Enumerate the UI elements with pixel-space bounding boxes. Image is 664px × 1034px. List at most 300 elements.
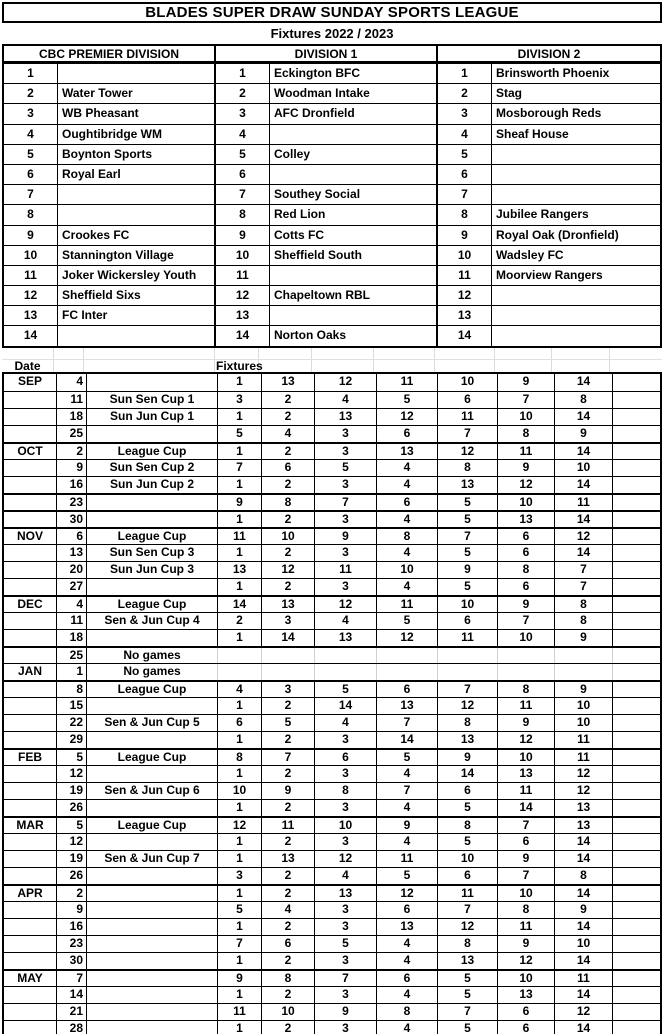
- cup-label-cell: [86, 512, 217, 527]
- fixture-number-cell: 1: [217, 545, 261, 561]
- day-cell: 8: [56, 682, 86, 697]
- fixture-number-cell: 3: [314, 444, 376, 459]
- team-position-number: 7: [216, 185, 270, 204]
- fixture-number-cell: 10: [314, 818, 376, 833]
- team-row: [216, 245, 436, 265]
- fixture-row: [4, 476, 660, 493]
- team-row: [216, 225, 436, 245]
- fixture-row: [4, 442, 660, 459]
- cup-label-cell: [86, 936, 217, 952]
- fixture-number-cell: 9: [497, 374, 554, 391]
- team-row: [4, 184, 214, 204]
- team-name: Woodman Intake: [274, 86, 370, 101]
- fixture-number-cell: 11: [497, 783, 554, 799]
- team-position-number: 2: [438, 84, 492, 103]
- fixture-number-cell: 7: [437, 1004, 497, 1020]
- fixture-number-cell: 2: [261, 886, 314, 901]
- team-position-number: 4: [4, 125, 58, 144]
- fixture-number-cell: 5: [437, 545, 497, 561]
- fixture-row: [4, 731, 660, 748]
- day-cell: 29: [56, 732, 86, 748]
- trailing-empty-cell: [612, 1021, 660, 1034]
- fixture-number-cell: 7: [437, 682, 497, 697]
- month-cell: [4, 987, 56, 1003]
- team-name: Norton Oaks: [274, 328, 347, 343]
- fixture-number-cell: 5: [437, 1021, 497, 1034]
- team-row: [438, 103, 660, 123]
- team-name: [492, 286, 660, 305]
- fixture-number-cell: 10: [497, 886, 554, 901]
- gridline-cell: [84, 348, 215, 359]
- fixture-number-cell: [554, 664, 612, 680]
- month-cell: [4, 800, 56, 816]
- team-position-number: 1: [216, 64, 270, 83]
- fixture-row: [4, 646, 660, 663]
- fixture-number-cell: [314, 664, 376, 680]
- fixture-number-cell: 5: [261, 715, 314, 731]
- team-row: [438, 265, 660, 285]
- fixture-row: [4, 748, 660, 765]
- cup-label-cell: Sun Jun Cup 3: [86, 562, 217, 578]
- day-cell: 18: [56, 630, 86, 646]
- team-position-number: 9: [438, 226, 492, 245]
- gridline-cell: [610, 360, 662, 372]
- cup-label-cell: [86, 987, 217, 1003]
- fixture-number-cell: 12: [376, 886, 437, 901]
- trailing-empty-cell: [612, 495, 660, 510]
- team-position-number: 6: [438, 165, 492, 184]
- fixture-number-cell: 2: [261, 987, 314, 1003]
- fixture-number-cell: 7: [217, 936, 261, 952]
- gridline-cell: [495, 348, 552, 359]
- trailing-empty-cell: [612, 426, 660, 442]
- division-table: [438, 46, 660, 346]
- fixture-number-cell: [437, 648, 497, 663]
- schedule-fixtures-header: Fixtures: [216, 358, 263, 373]
- fixture-number-cell: [261, 664, 314, 680]
- fixture-number-cell: 5: [314, 682, 376, 697]
- fixture-number-cell: 5: [437, 579, 497, 595]
- month-cell: [4, 953, 56, 969]
- trailing-empty-cell: [612, 579, 660, 595]
- fixture-number-cell: 6: [376, 682, 437, 697]
- fixture-number-cell: 8: [437, 818, 497, 833]
- fixture-number-cell: 10: [217, 783, 261, 799]
- month-cell: [4, 426, 56, 442]
- fixture-number-cell: 14: [554, 1021, 612, 1034]
- team-row: [438, 225, 660, 245]
- fixture-number-cell: 1: [217, 851, 261, 867]
- trailing-empty-cell: [612, 444, 660, 459]
- division-table: [4, 46, 216, 346]
- trailing-empty-cell: [612, 374, 660, 391]
- fixture-number-cell: 3: [314, 579, 376, 595]
- month-cell: FEB: [18, 749, 42, 764]
- day-cell: 21: [56, 1004, 86, 1020]
- fixture-number-cell: 1: [217, 444, 261, 459]
- day-cell: 12: [56, 766, 86, 782]
- fixture-number-cell: 12: [437, 919, 497, 935]
- fixture-number-cell: 14: [554, 477, 612, 493]
- cup-label-cell: [86, 630, 217, 646]
- trailing-empty-cell: [612, 613, 660, 629]
- fixture-row: [4, 1020, 660, 1034]
- cup-label-cell: [86, 1021, 217, 1034]
- fixture-number-cell: 14: [314, 698, 376, 714]
- fixture-number-cell: 9: [261, 783, 314, 799]
- team-position-number: 9: [4, 226, 58, 245]
- fixture-row: [4, 867, 660, 884]
- team-row: [4, 204, 214, 224]
- fixture-number-cell: 4: [376, 953, 437, 969]
- day-cell: 7: [56, 971, 86, 986]
- schedule-date-header: Date: [2, 360, 54, 372]
- fixture-number-cell: 10: [437, 597, 497, 612]
- fixture-row: [4, 714, 660, 731]
- fixture-number-cell: 11: [497, 919, 554, 935]
- cup-label-cell: League Cup: [86, 818, 217, 833]
- fixture-number-cell: 1: [217, 953, 261, 969]
- cup-label-cell: Sen & Jun Cup 5: [86, 715, 217, 731]
- team-name: Red Lion: [274, 207, 326, 222]
- month-cell: [4, 392, 56, 408]
- month-cell: [4, 902, 56, 918]
- team-row: [216, 184, 436, 204]
- fixture-number-cell: 6: [376, 426, 437, 442]
- month-cell: [4, 477, 56, 493]
- fixture-number-cell: 2: [261, 1021, 314, 1034]
- fixture-number-cell: 12: [261, 562, 314, 578]
- fixture-number-cell: 3: [314, 800, 376, 816]
- fixture-row: [4, 918, 660, 935]
- fixture-number-cell: 14: [554, 851, 612, 867]
- gridline-cell: [374, 360, 435, 372]
- league-title: BLADES SUPER DRAW SUNDAY SPORTS LEAGUE: [2, 2, 662, 23]
- fixture-number-cell: 11: [437, 409, 497, 425]
- trailing-empty-cell: [612, 460, 660, 476]
- month-cell: [4, 732, 56, 748]
- fixture-number-cell: 3: [261, 613, 314, 629]
- fixture-number-cell: [497, 648, 554, 663]
- fixture-number-cell: 9: [437, 750, 497, 765]
- fixture-number-cell: 1: [217, 919, 261, 935]
- fixture-number-cell: 14: [217, 597, 261, 612]
- team-row: [438, 184, 660, 204]
- fixture-number-cell: 7: [376, 715, 437, 731]
- team-position-number: 14: [4, 326, 58, 345]
- fixture-number-cell: 12: [554, 1004, 612, 1020]
- fixture-number-cell: 2: [261, 953, 314, 969]
- fixture-number-cell: 14: [376, 732, 437, 748]
- fixture-number-cell: 8: [554, 597, 612, 612]
- fixture-number-cell: 4: [376, 460, 437, 476]
- fixture-number-cell: 11: [217, 529, 261, 544]
- day-cell: 1: [56, 664, 86, 680]
- gridline-cell: [312, 360, 374, 372]
- fixture-number-cell: 2: [261, 766, 314, 782]
- team-position-number: 8: [216, 205, 270, 224]
- fixture-number-cell: 2: [261, 698, 314, 714]
- team-name: Brinsworth Phoenix: [496, 66, 610, 80]
- fixture-row: [4, 884, 660, 901]
- fixture-number-cell: 14: [554, 919, 612, 935]
- fixture-number-cell: 1: [217, 579, 261, 595]
- team-name: [58, 205, 214, 224]
- fixture-row: [4, 782, 660, 799]
- fixture-number-cell: 8: [261, 971, 314, 986]
- fixture-number-cell: 3: [314, 834, 376, 850]
- fixture-row: [4, 935, 660, 952]
- team-position-number: 14: [216, 326, 270, 345]
- fixture-number-cell: 5: [217, 902, 261, 918]
- trailing-empty-cell: [612, 648, 660, 663]
- fixture-number-cell: 7: [497, 868, 554, 884]
- cup-label-cell: [86, 902, 217, 918]
- fixture-number-cell: 6: [497, 1004, 554, 1020]
- fixture-number-cell: 9: [217, 495, 261, 510]
- fixture-number-cell: 2: [261, 512, 314, 527]
- fixture-number-cell: 4: [376, 545, 437, 561]
- trailing-empty-cell: [612, 851, 660, 867]
- fixture-number-cell: 7: [437, 426, 497, 442]
- team-position-number: 8: [438, 205, 492, 224]
- team-name: Mosborough Reds: [496, 106, 602, 121]
- division-header: CBC PREMIER DIVISION: [4, 46, 214, 63]
- fixture-number-cell: 10: [554, 936, 612, 952]
- fixture-number-cell: 10: [437, 851, 497, 867]
- month-cell: [4, 579, 56, 595]
- fixture-row: [4, 986, 660, 1003]
- fixture-number-cell: 12: [437, 698, 497, 714]
- cup-label-cell: No games: [86, 664, 217, 680]
- fixture-number-cell: 12: [497, 953, 554, 969]
- fixture-number-cell: 8: [554, 392, 612, 408]
- fixture-number-cell: 8: [314, 783, 376, 799]
- fixture-number-cell: 12: [314, 851, 376, 867]
- fixture-number-cell: [437, 664, 497, 680]
- fixtures-schedule-table: [2, 372, 662, 1034]
- cup-label-cell: Sun Jun Cup 1: [86, 409, 217, 425]
- fixture-number-cell: 10: [497, 750, 554, 765]
- fixture-number-cell: 11: [261, 818, 314, 833]
- cup-label-cell: [86, 834, 217, 850]
- day-cell: 9: [56, 902, 86, 918]
- fixture-number-cell: 4: [376, 766, 437, 782]
- fixture-number-cell: 7: [554, 562, 612, 578]
- team-row: [216, 325, 436, 345]
- cup-label-cell: [86, 886, 217, 901]
- team-position-number: 6: [216, 165, 270, 184]
- cup-label-cell: Sen & Jun Cup 4: [86, 613, 217, 629]
- fixture-number-cell: 5: [437, 495, 497, 510]
- gridline-cell: [84, 360, 215, 372]
- team-name: [270, 125, 436, 144]
- month-cell: [4, 1004, 56, 1020]
- fixture-number-cell: 10: [437, 374, 497, 391]
- fixture-row: [4, 425, 660, 442]
- team-row: [216, 265, 436, 285]
- team-position-number: 10: [4, 246, 58, 265]
- fixture-number-cell: 4: [376, 477, 437, 493]
- cup-label-cell: League Cup: [86, 597, 217, 612]
- fixture-number-cell: 5: [376, 392, 437, 408]
- fixture-row: [4, 969, 660, 986]
- fixture-number-cell: 1: [217, 374, 261, 391]
- month-cell: [4, 648, 56, 663]
- cup-label-cell: [86, 495, 217, 510]
- fixture-number-cell: 3: [217, 868, 261, 884]
- fixture-number-cell: 11: [376, 374, 437, 391]
- fixture-number-cell: 4: [376, 834, 437, 850]
- fixture-number-cell: 5: [437, 971, 497, 986]
- fixture-number-cell: 14: [554, 886, 612, 901]
- cup-label-cell: League Cup: [86, 529, 217, 544]
- fixture-row: [4, 374, 660, 391]
- fixture-number-cell: 6: [314, 750, 376, 765]
- trailing-empty-cell: [612, 919, 660, 935]
- trailing-empty-cell: [612, 630, 660, 646]
- team-position-number: 10: [438, 246, 492, 265]
- fixture-number-cell: 10: [261, 1004, 314, 1020]
- fixture-number-cell: 13: [554, 800, 612, 816]
- team-row: [438, 83, 660, 103]
- fixture-number-cell: 6: [497, 834, 554, 850]
- fixture-number-cell: 1: [217, 886, 261, 901]
- fixture-number-cell: 9: [554, 426, 612, 442]
- fixture-number-cell: 4: [376, 1021, 437, 1034]
- fixture-number-cell: 8: [437, 460, 497, 476]
- team-position-number: 4: [438, 125, 492, 144]
- cup-label-cell: Sun Sen Cup 1: [86, 392, 217, 408]
- fixture-number-cell: 1: [217, 987, 261, 1003]
- division-table: [216, 46, 438, 346]
- fixture-number-cell: 4: [217, 682, 261, 697]
- fixture-number-cell: [261, 648, 314, 663]
- day-cell: 9: [56, 460, 86, 476]
- trailing-empty-cell: [612, 800, 660, 816]
- day-cell: 20: [56, 562, 86, 578]
- team-name: Sheffield South: [274, 247, 362, 262]
- fixture-number-cell: 9: [497, 597, 554, 612]
- month-cell: [4, 766, 56, 782]
- fixture-number-cell: 2: [261, 409, 314, 425]
- day-cell: 14: [56, 987, 86, 1003]
- fixture-row: [4, 663, 660, 680]
- fixture-number-cell: [314, 648, 376, 663]
- fixture-number-cell: 6: [497, 529, 554, 544]
- division-header: DIVISION 2: [438, 46, 660, 63]
- trailing-empty-cell: [612, 936, 660, 952]
- trailing-empty-cell: [612, 409, 660, 425]
- team-row: [4, 325, 214, 345]
- fixture-number-cell: 8: [261, 495, 314, 510]
- trailing-empty-cell: [612, 818, 660, 833]
- fixture-number-cell: 12: [217, 818, 261, 833]
- fixture-number-cell: 1: [217, 1021, 261, 1034]
- fixture-number-cell: 7: [314, 495, 376, 510]
- fixture-number-cell: 5: [437, 834, 497, 850]
- fixture-number-cell: 11: [554, 971, 612, 986]
- team-position-number: 12: [216, 286, 270, 305]
- fixture-number-cell: 3: [314, 512, 376, 527]
- fixture-number-cell: 8: [376, 1004, 437, 1020]
- team-name: AFC Dronfield: [274, 106, 355, 121]
- fixture-number-cell: 12: [314, 597, 376, 612]
- fixture-number-cell: 1: [217, 698, 261, 714]
- fixture-number-cell: 13: [376, 444, 437, 459]
- day-cell: 26: [56, 868, 86, 884]
- fixture-number-cell: 11: [497, 698, 554, 714]
- fixture-number-cell: 6: [497, 1021, 554, 1034]
- trailing-empty-cell: [612, 886, 660, 901]
- fixture-row: [4, 408, 660, 425]
- fixture-number-cell: 1: [217, 766, 261, 782]
- team-row: [216, 164, 436, 184]
- gridline-cell: [495, 360, 552, 372]
- month-cell: [4, 409, 56, 425]
- team-position-number: 5: [438, 145, 492, 164]
- team-name: Stag: [496, 86, 523, 101]
- month-cell: [4, 630, 56, 646]
- fixture-number-cell: 14: [554, 444, 612, 459]
- month-cell: APR: [17, 885, 43, 900]
- cup-label-cell: [86, 800, 217, 816]
- fixture-number-cell: 8: [554, 868, 612, 884]
- team-name: Royal Oak (Dronfield): [496, 227, 619, 242]
- fixture-number-cell: 10: [497, 409, 554, 425]
- fixture-number-cell: 9: [497, 936, 554, 952]
- fixture-number-cell: 10: [497, 971, 554, 986]
- trailing-empty-cell: [612, 750, 660, 765]
- fixture-number-cell: 9: [376, 818, 437, 833]
- team-position-number: 11: [4, 266, 58, 285]
- fixture-number-cell: 12: [437, 444, 497, 459]
- fixture-number-cell: 1: [217, 512, 261, 527]
- cup-label-cell: [86, 374, 217, 391]
- cup-label-cell: [86, 919, 217, 935]
- fixture-row: [4, 527, 660, 544]
- fixture-number-cell: 12: [554, 766, 612, 782]
- fixture-number-cell: 3: [314, 732, 376, 748]
- fixture-row: [4, 1003, 660, 1020]
- day-cell: 6: [56, 529, 86, 544]
- fixture-number-cell: 3: [314, 919, 376, 935]
- fixture-number-cell: 11: [554, 732, 612, 748]
- team-position-number: 1: [4, 64, 58, 83]
- trailing-empty-cell: [612, 987, 660, 1003]
- month-cell: MAR: [16, 817, 44, 832]
- fixture-row: [4, 578, 660, 595]
- trailing-empty-cell: [612, 715, 660, 731]
- team-row: [438, 164, 660, 184]
- fixture-number-cell: 9: [554, 902, 612, 918]
- fixture-row: [4, 544, 660, 561]
- trailing-empty-cell: [612, 953, 660, 969]
- team-name: Colley: [274, 146, 311, 161]
- team-row: [4, 124, 214, 144]
- cup-label-cell: [86, 971, 217, 986]
- fixture-number-cell: 12: [554, 783, 612, 799]
- fixture-number-cell: 11: [437, 630, 497, 646]
- cup-label-cell: [86, 953, 217, 969]
- team-name: [270, 165, 436, 184]
- team-name: Southey Social: [274, 187, 361, 202]
- fixture-number-cell: 14: [554, 545, 612, 561]
- fixture-number-cell: 7: [437, 902, 497, 918]
- cup-label-cell: Sen & Jun Cup 7: [86, 851, 217, 867]
- schedule-header-row: [2, 359, 662, 372]
- fixture-number-cell: 11: [554, 495, 612, 510]
